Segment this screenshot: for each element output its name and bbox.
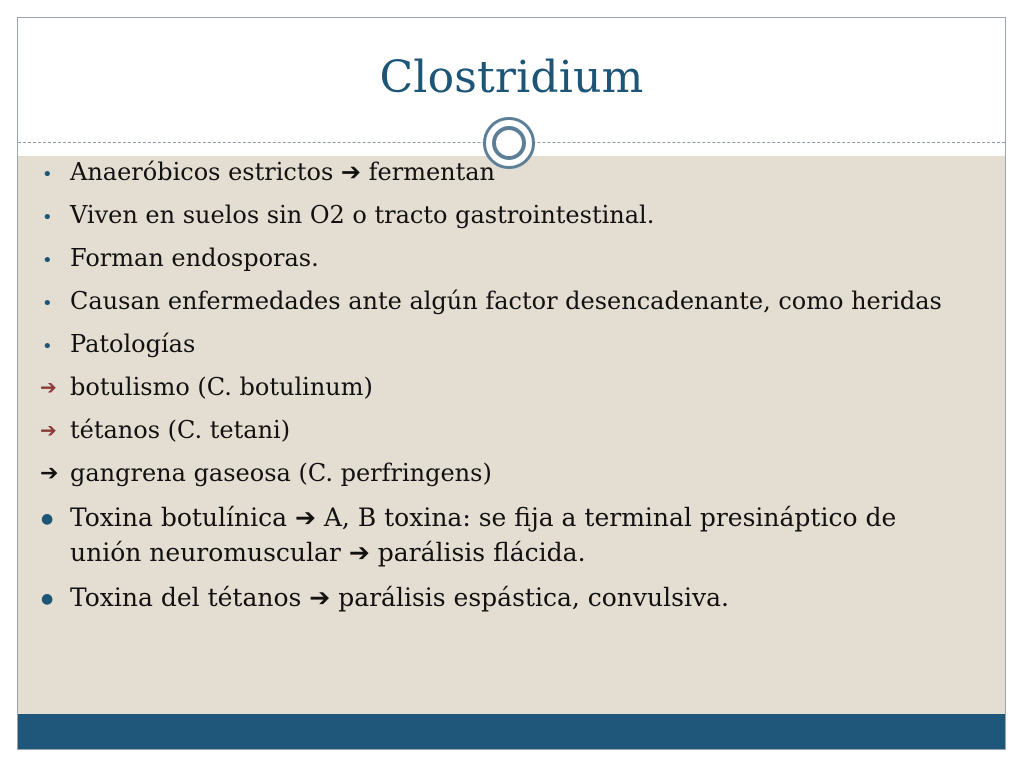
bullet-icon <box>40 580 66 620</box>
bullet-icon <box>40 156 66 191</box>
bullet-list <box>40 156 950 625</box>
bullet-icon <box>40 328 66 363</box>
footer-bar <box>18 714 1005 749</box>
circle-ornament-inner-icon <box>492 126 526 160</box>
bullet-item <box>40 580 950 615</box>
arrow-right-icon: ➔ <box>40 418 57 442</box>
bullet-text: Forman endosporas. <box>70 244 319 272</box>
bullet-text: Toxina botulínica ➔ A, B toxina: se fija a terminal presináptico de unión neuromuscular ➔ parálisis flácida. <box>70 503 897 567</box>
arrow-right-icon: ➔ <box>40 375 57 399</box>
arrow-item <box>40 457 950 490</box>
bullet-icon <box>40 242 66 277</box>
slide-title: Clostridium <box>379 52 644 103</box>
bullet-text: Patologías <box>70 330 196 358</box>
bullet-item <box>40 285 950 318</box>
arrow-right-icon: ➔ <box>40 461 59 486</box>
arrow-item <box>40 371 950 404</box>
bullet-item <box>40 156 950 189</box>
arrow-item <box>40 414 950 447</box>
bullet-item <box>40 242 950 275</box>
bullet-item <box>40 500 950 570</box>
bullet-item <box>40 328 950 361</box>
bullet-text: Toxina del tétanos ➔ parálisis espástica, convulsiva. <box>70 583 729 612</box>
arrow-text: gangrena gaseosa (C. perfringens) <box>70 459 492 487</box>
bullet-icon <box>40 500 66 540</box>
arrow-text: tétanos (C. tetani) <box>70 416 291 444</box>
bullet-icon <box>40 199 66 234</box>
bullet-item <box>40 199 950 232</box>
arrow-text: botulismo (C. botulinum) <box>70 373 373 401</box>
bullet-text: Anaeróbicos estrictos ➔ fermentan <box>70 158 496 186</box>
bullet-icon <box>40 285 66 320</box>
bullet-text: Viven en suelos sin O2 o tracto gastrointestinal. <box>70 201 655 229</box>
bullet-text: Causan enfermedades ante algún factor desencadenante, como heridas <box>70 287 942 315</box>
